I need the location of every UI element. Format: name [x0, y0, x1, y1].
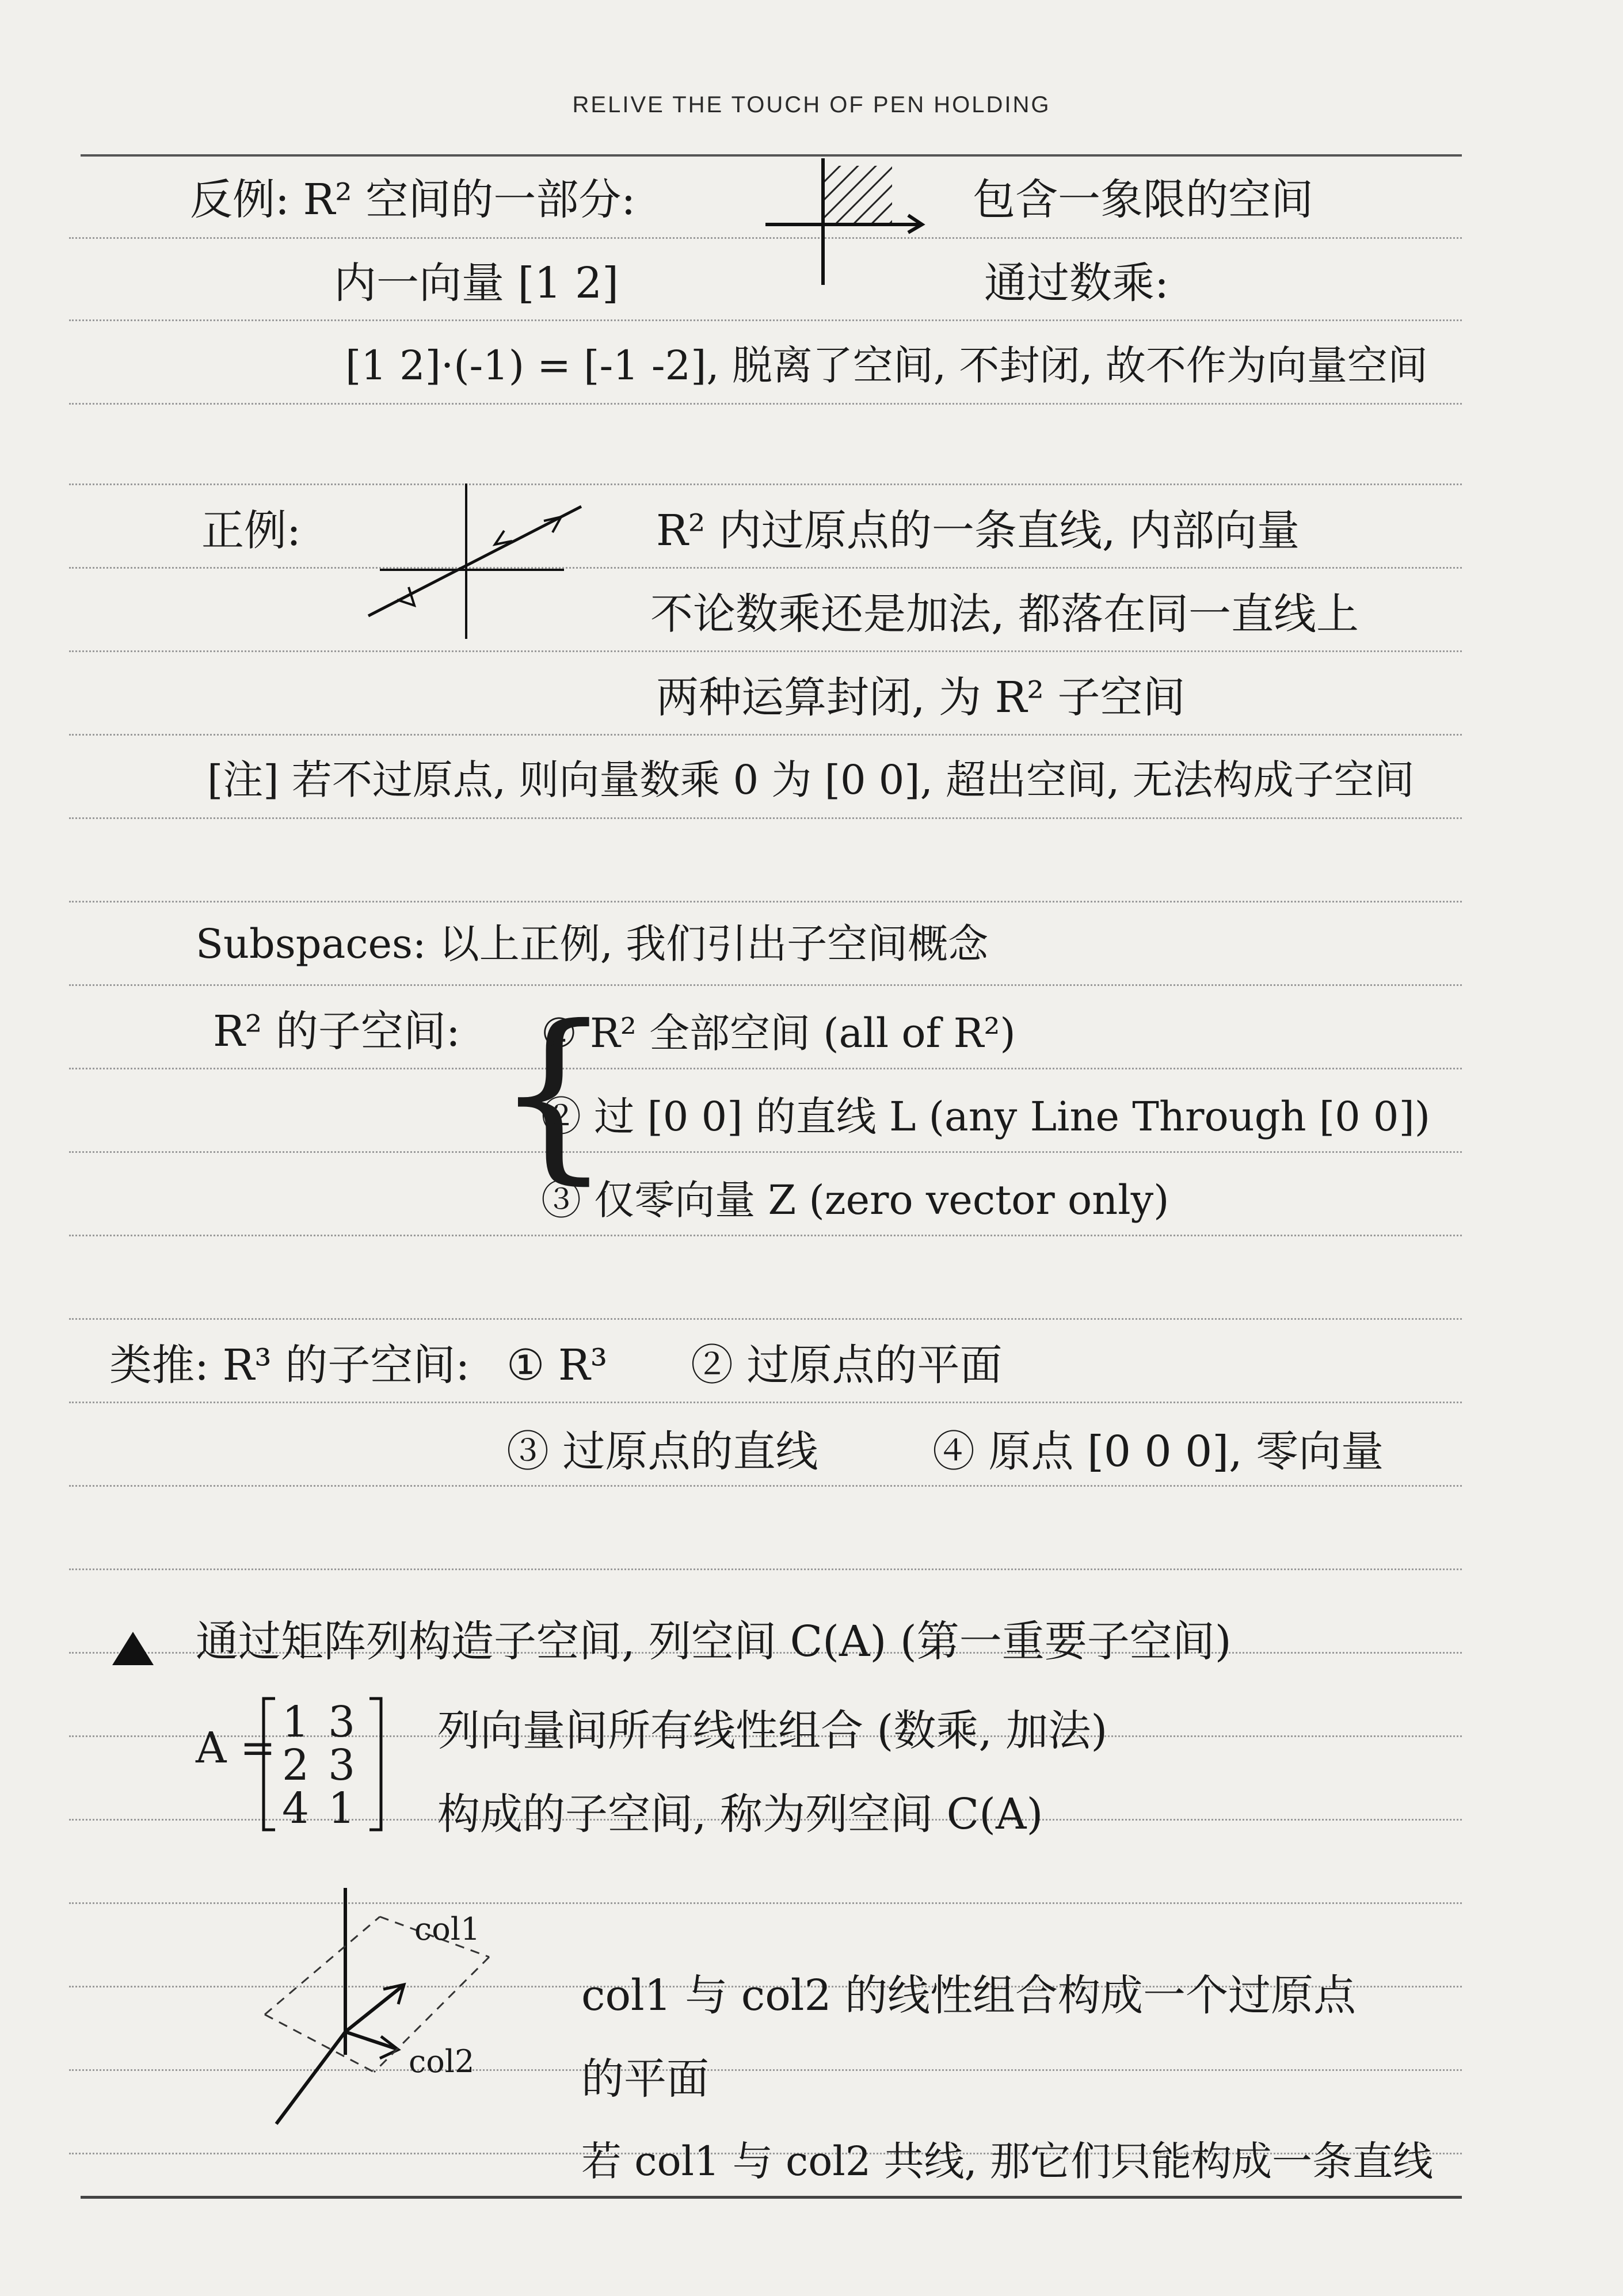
page-header: RELIVE THE TOUCH OF PEN HOLDING — [572, 92, 1051, 117]
ruled-line — [69, 1318, 1462, 1320]
counterexample-line2-right: 通过数乘: — [984, 258, 1169, 308]
ruled-line — [69, 1402, 1462, 1403]
counterexample-line1: 反例: R² 空间的一部分: — [190, 175, 636, 224]
example-label: 正例: — [201, 506, 301, 555]
column-space-heading: 通过矩阵列构造子空间, 列空间 C(A) (第一重要子空间) — [196, 1617, 1232, 1666]
example-note: [注] 若不过原点, 则向量数乘 0 为 [0 0], 超出空间, 无法构成子空间 — [207, 756, 1415, 804]
col2-label: col2 — [409, 2043, 475, 2080]
analogy-item1: ① R³ — [506, 1341, 608, 1390]
line-through-origin-sketch — [357, 478, 599, 645]
analogy-item2: ② 过原点的平面 — [691, 1341, 1003, 1390]
subspaces-intro: Subspaces: 以上正例, 我们引出子空间概念 — [196, 920, 989, 968]
matrix-cell: 1 — [282, 1697, 310, 1747]
quadrant-sketch — [760, 155, 932, 288]
counterexample-line3: [1 2]·(-1) = [-1 -2], 脱离了空间, 不封闭, 故不作为向量空间 — [345, 342, 1428, 389]
analogy-item4: ④ 原点 [0 0 0], 零向量 — [932, 1427, 1384, 1476]
matrix-cell: 3 — [328, 1697, 356, 1747]
footer-rule — [81, 2196, 1462, 2199]
counterexample-line2: 内一向量 [1 2] — [334, 258, 619, 308]
ruled-line — [69, 901, 1462, 903]
ruled-line — [69, 650, 1462, 652]
bullet-triangle-icon — [112, 1632, 154, 1665]
ruled-line — [69, 319, 1462, 321]
ruled-line — [69, 734, 1462, 736]
ruled-line — [69, 1151, 1462, 1153]
column-space-desc2: 构成的子空间, 称为列空间 C(A) — [437, 1789, 1043, 1839]
col1-label: col1 — [414, 1911, 481, 1947]
matrix-label: A = — [196, 1723, 276, 1773]
subspaces-item3: ③ 仅零向量 Z (zero vector only) — [541, 1176, 1169, 1224]
ruled-line — [69, 1068, 1462, 1069]
ruled-line — [69, 403, 1462, 405]
matrix-cell: 4 — [282, 1784, 310, 1833]
counterexample-line1-right: 包含一象限的空间 — [973, 175, 1313, 224]
ruled-line — [69, 1235, 1462, 1236]
analogy-item3: ③ 过原点的直线 — [506, 1427, 818, 1476]
matrix-cell: 1 — [328, 1784, 356, 1833]
subspaces-r2-label: R² 的子空间: — [213, 1007, 460, 1056]
ruled-line — [69, 1485, 1462, 1487]
ruled-line — [69, 817, 1462, 819]
example-line3: 两种运算封闭, 为 R² 子空间 — [656, 673, 1186, 722]
ruled-line — [69, 483, 1462, 485]
matrix-cell: 3 — [328, 1741, 356, 1790]
column-plane-line1: col1 与 col2 的线性组合构成一个过原点 — [581, 1971, 1357, 2020]
column-plane-line2: 的平面 — [581, 2054, 709, 2104]
column-plane-sketch — [247, 1882, 547, 2147]
subspaces-brace: { — [495, 987, 612, 1201]
example-line2: 不论数乘还是加法, 都落在同一直线上 — [650, 589, 1359, 639]
matrix-cell: 2 — [282, 1741, 310, 1790]
ruled-line — [69, 984, 1462, 986]
subspaces-item1: ① R² 全部空间 (all of R²) — [541, 1010, 1016, 1057]
column-plane-line3: 若 col1 与 col2 共线, 那它们只能构成一条直线 — [581, 2138, 1434, 2185]
subspaces-item2: ② 过 [0 0] 的直线 L (any Line Through [0 0]) — [541, 1093, 1431, 1140]
ruled-line — [69, 1568, 1462, 1570]
column-space-desc1: 列向量间所有线性组合 (数乘, 加法) — [437, 1706, 1108, 1756]
ruled-line — [69, 567, 1462, 569]
example-line1: R² 内过原点的一条直线, 内部向量 — [656, 506, 1300, 555]
analogy-label: 类推: R³ 的子空间: — [109, 1341, 470, 1390]
